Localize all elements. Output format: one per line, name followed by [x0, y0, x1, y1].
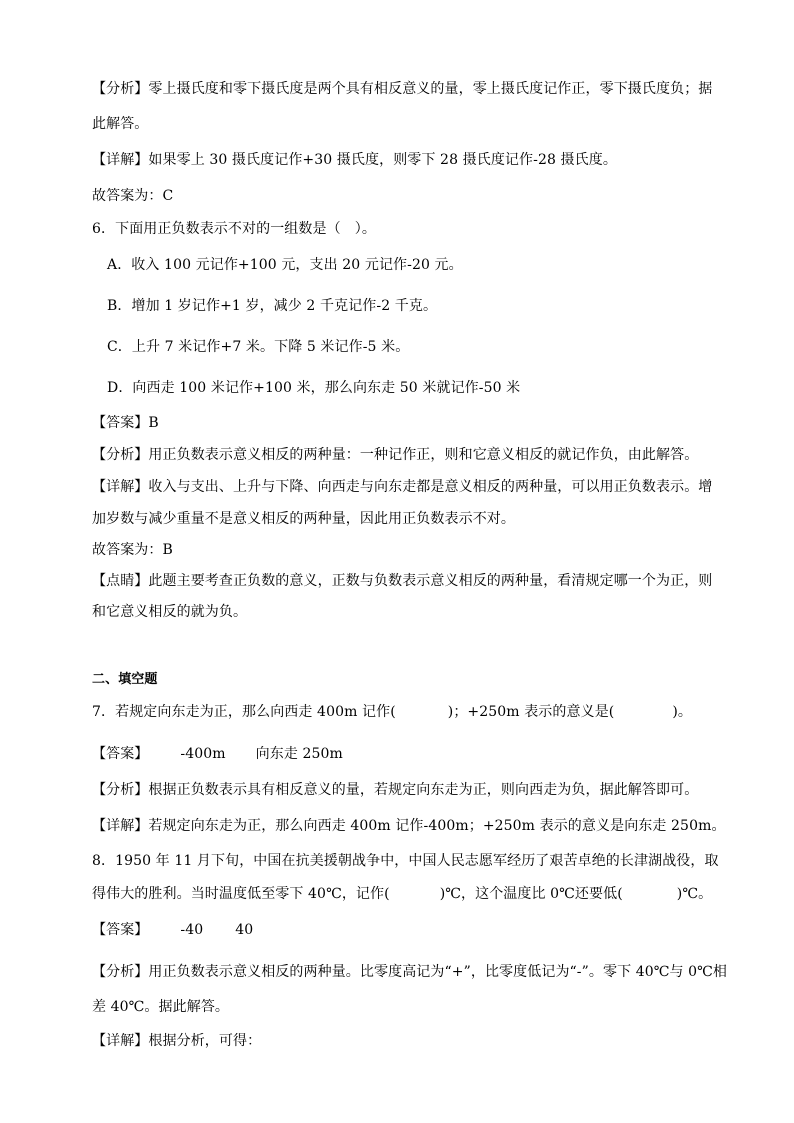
section-heading: 二、填空题 — [92, 672, 158, 687]
comment-line: 【点睛】此题主要考查正负数的意义，正数与负数表示意义相反的两种量，看清规定哪一个为正，则 — [92, 573, 713, 589]
answer-label: 【答案】 — [92, 922, 149, 938]
analysis-line: 【分析】根据正负数表示具有相反意义的量，若规定向东走为正，则向西走为负，据此解答即可。 — [92, 782, 699, 798]
question-7-part-2: )；+250m 表示的意义是( — [447, 704, 615, 720]
answer-value-1: -400m — [180, 746, 226, 762]
analysis-line: 【分析】零上摄氏度和零下摄氏度是两个具有相反意义的量，零上摄氏度记作正，零下摄氏度负；据 — [92, 81, 713, 97]
detail-line: 【详解】根据分析，可得： — [92, 1033, 262, 1049]
answer-label: 【答案】 — [92, 746, 149, 762]
analysis-line-cont: 此解答。 — [92, 116, 149, 132]
question-8-part-3: )℃。 — [676, 886, 713, 902]
answer-value-2: 向东走 250m — [255, 746, 343, 762]
answer-conclusion: 故答案为：B — [92, 542, 173, 558]
answer-value-2: 40 — [235, 922, 254, 938]
analysis-line-cont: 差 40℃。据此解答。 — [92, 999, 230, 1015]
answer-value-1: -40 — [180, 922, 204, 938]
option-d: D．向西走 100 米记作+100 米，那么向东走 50 米就记作-50 米 — [107, 380, 521, 396]
question-8: 8．1950 年 11 月下旬，中国在抗美援朝战争中，中国人民志愿军经历了艰苦卓绝的长津湖战役，取 — [92, 853, 719, 869]
answer-line: 【答案】B — [92, 415, 159, 431]
answer-conclusion: 故答案为：C — [92, 188, 174, 204]
detail-line: 【详解】收入与支出、上升与下降、向西走与向东走都是意义相反的两种量，可以用正负数表示。增 — [92, 479, 713, 495]
option-a: A．收入 100 元记作+100 元，支出 20 元记作-20 元。 — [107, 257, 463, 273]
answer-line — [92, 744, 722, 764]
detail-line: 【详解】若规定向东走为正，那么向西走 400m 记作-400m；+250m 表示的意义是向东走 250m。 — [92, 818, 726, 834]
comment-line-cont: 和它意义相反的就为负。 — [92, 604, 248, 620]
detail-line-cont: 加岁数与减少重量不是意义相反的两种量，因此用正负数表示不对。 — [92, 511, 515, 527]
analysis-line: 【分析】用正负数表示意义相反的两种量：一种记作正，则和它意义相反的就记作负，由此解答。 — [92, 447, 699, 463]
detail-line: 【详解】如果零上 30 摄氏度记作+30 摄氏度，则零下 28 摄氏度记作-28 摄氏度。 — [92, 152, 617, 168]
analysis-line: 【分析】用正负数表示意义相反的两种量。比零度高记为“+”，比零度低记为“-”。零下 40℃与 0℃相 — [92, 964, 728, 980]
option-c: C．上升 7 米记作+7 米。下降 5 米记作-5 米。 — [107, 339, 410, 355]
option-b: B．增加 1 岁记作+1 岁，减少 2 千克记作-2 千克。 — [107, 298, 438, 314]
question-8-cont — [92, 884, 722, 904]
question-7-part-1: 7．若规定向东走为正，那么向西走 400m 记作( — [92, 704, 396, 720]
question-7 — [92, 702, 722, 722]
question-8-part-1: 得伟大的胜利。当时温度低至零下 40℃，记作( — [92, 886, 390, 902]
question-8-part-2: )℃，这个温度比 0℃还要低( — [439, 886, 623, 902]
question-7-part-3: )。 — [672, 704, 693, 720]
answer-line — [92, 920, 722, 940]
question-6: 6．下面用正负数表示不对的一组数是（ ）。 — [92, 221, 377, 237]
